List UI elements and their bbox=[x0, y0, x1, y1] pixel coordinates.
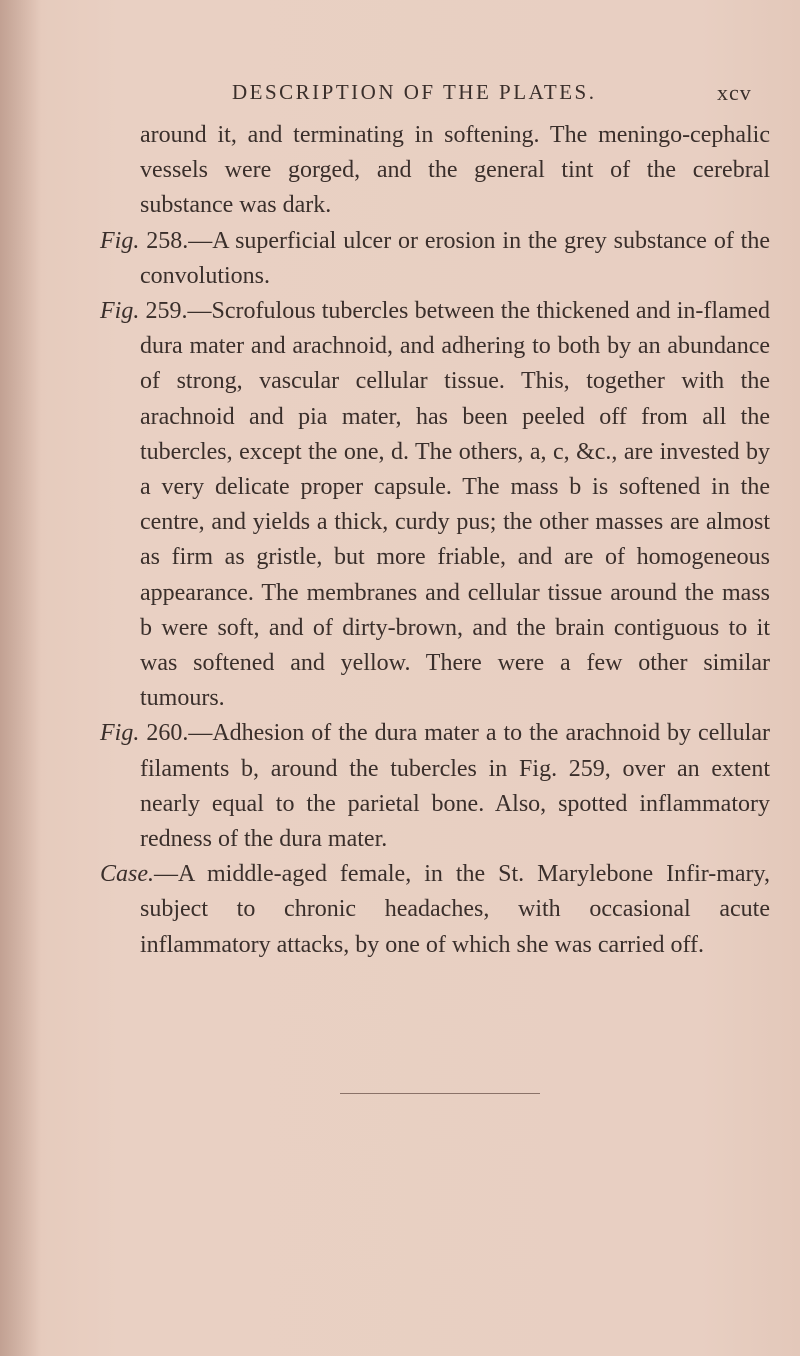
entry-label: Fig. bbox=[100, 298, 140, 325]
entry-text: —A middle-aged female, in the St. Marylebone Infir-mary, subject to chronic headaches, with occasional acute inflammatory attacks, by one of which she was carried off. bbox=[140, 861, 770, 958]
entry-label: Case. bbox=[100, 861, 154, 888]
entry-label: Fig. bbox=[100, 227, 140, 254]
paragraph-text: around it, and terminating in softening. The meningo-cephalic vessels were gorged, and the general tint of the cerebral substance was dark. bbox=[140, 122, 770, 219]
page-number: xcv bbox=[717, 80, 752, 105]
running-title: DESCRIPTION OF THE PLATES. bbox=[232, 80, 597, 104]
running-header bbox=[0, 80, 800, 110]
case-entry bbox=[100, 857, 770, 963]
body-text bbox=[100, 118, 770, 963]
paragraph-continuation bbox=[100, 118, 770, 224]
figure-259-entry bbox=[100, 294, 770, 716]
entry-text: 260.—Adhesion of the dura mater a to the arachnoid by cellular filaments b, around the tubercles in Fig. 259, over an extent nearly equal to the parietal bone. Also, spotted inflammatory redness of the dura mater. bbox=[139, 720, 770, 853]
entry-label: Fig. bbox=[100, 720, 140, 747]
gutter-shadow bbox=[0, 0, 42, 1356]
figure-260-entry bbox=[100, 716, 770, 857]
figure-258-entry bbox=[100, 224, 770, 294]
entry-text: 259.—Scrofulous tubercles between the thickened and in-flamed dura mater and arachnoid, and adhering to both by an abundance of strong, vascular cellular tissue. This, together with the arachnoid and pia mater, has been peeled off from all the tubercles, except the one, d. The others, a, c, &c., are invested by a very delicate proper capsule. The mass b is softened in the centre, and yields a thick, curdy pus; the other masses are almost as firm as gristle, but more friable, and are of homogeneous appearance. The membranes and cellular tissue around the mass b were soft, and of dirty-brown, and the brain contiguous to it was softened and yellow. There were a few other similar tumours. bbox=[139, 298, 770, 712]
entry-text: 258.—A superficial ulcer or erosion in the grey substance of the convolutions. bbox=[139, 227, 770, 289]
section-divider bbox=[340, 1093, 540, 1094]
